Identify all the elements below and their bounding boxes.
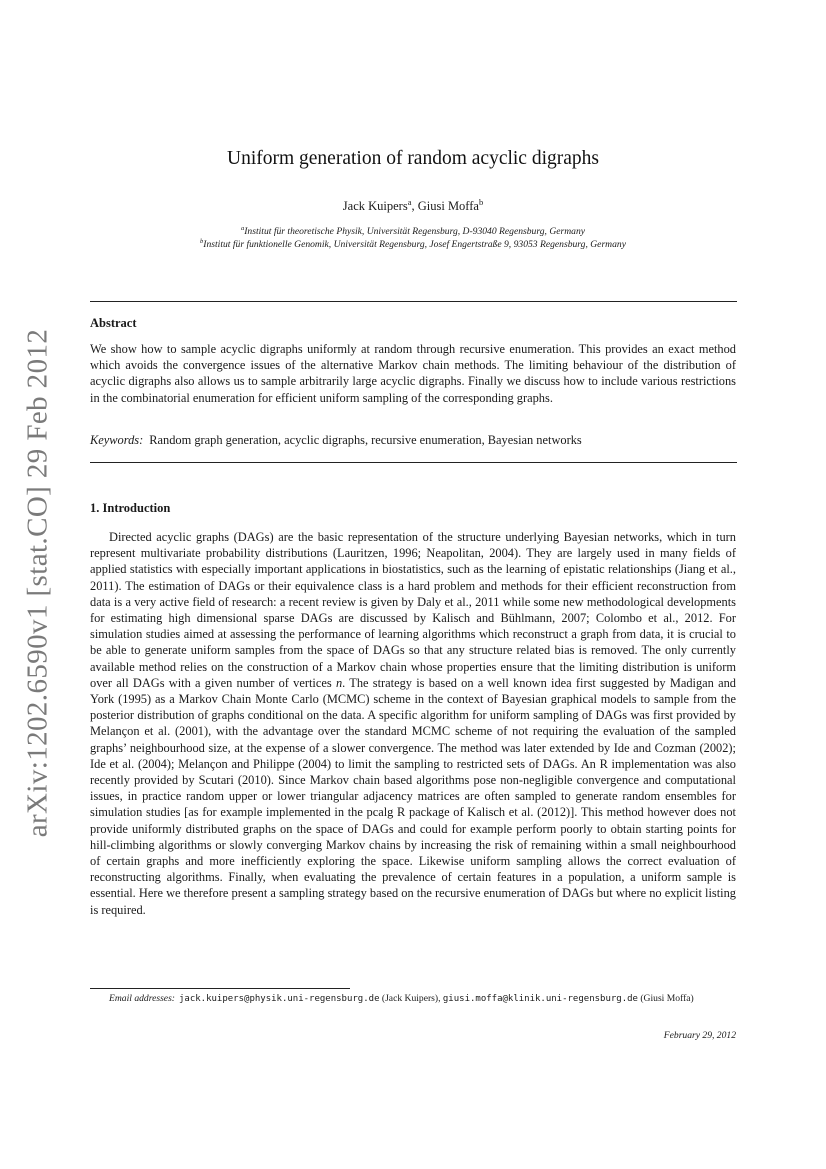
email-address-link[interactable]: jack.kuipers@physik.uni-regensburg.de (179, 994, 380, 1004)
footnote-label: Email addresses: (109, 993, 175, 1004)
paper-title: Uniform generation of random acyclic digraphs (227, 148, 599, 169)
keywords-text: Random graph generation, acyclic digraphs, recursive enumeration, Bayesian networks (149, 433, 582, 447)
math-variable: n (335, 675, 343, 690)
affiliation-mark: b (200, 237, 204, 245)
author-affiliation-mark: b (478, 196, 484, 207)
section-heading-introduction: 1. Introduction (90, 501, 171, 515)
author-affiliation-mark: a (407, 196, 412, 207)
intro-text-part: Directed acyclic graphs (DAGs) are the basic representation of the structure underlying Bayesian networks, which in turn represent multivariate probability distributions (Lauritzen, 1996; Neapolitan, 2004). They are largely used in many fields of applied statistics with especially important applications in biostatistics, such as the learning of epistatic relationships (Jiang et al., 2011). The estimation of DAGs or their equivalence class is a hard problem and methods for their efficient reconstruction from data is a very active field of research: a recent review is given by Daly et al., 2011 while some new methodological developments for estimating high dimensional sparse DAGs are discussed by Kalisch and Bühlmann, 2007; Colombo et al., 2012. For simulation studies aimed at assessing the performance of learning algorithms which reconstruct a graph from data, it is crucial to be able to generate uniform samples from the space of DAGs so that any structure related bias is removed. The only currently available method relies on the construction of a Markov chain whose properties ensure that the limiting distribution is uniform over all DAGs with a given number of vertices (90, 530, 736, 690)
abstract-text: We show how to sample acyclic digraphs uniformly at random through recursive enumeration. This provides an exact method which avoids the convergence issues of the alternative Markov chain methods. The limiting behaviour of the distribution of acyclic digraphs also allows us to sample arbitrarily large acyclic digraphs. Finally we discuss how to include various restrictions in the combinatorial enumeration for efficient uniform sampling of the corresponding graphs. (90, 342, 736, 405)
affiliations (90, 225, 736, 251)
intro-text-part: . The strategy is based on a well known idea first suggested by Madigan and York (1995) as a Markov Chain Monte Carlo (MCMC) scheme in the context of Bayesian graphical models to sample from the posterior distribution of graphs conditional on the data. A specific algorithm for uniform sampling of DAGs was first provided by Melançon et al. (2001), with the advantage over the standard MCMC scheme of not requiring the evaluation of the sampled graphs’ neighbourhood size, at the expense of a slower convergence. The method was later extended by Ide and Cozman (2002); Ide et al. (2004); Melançon and Philippe (2004) to limit the sampling to restricted sets of DAGs. An R implementation was also recently provided by Scutari (2010). Since Markov chain based algorithms pose non-negligible convergence and computational issues, in practice random upper or lower triangular adjacency matrices are often sampled to generate random ensembles for simulation studies [as for example implemented in the pcalg R package of Kalisch et al. (2012)]. This method however does not provide uniformly distributed graphs on the space of DAGs and could for example perform poorly to obtain starting points for hill-climbing algorithms or slowly converging Markov chains by increasing the risk of remaining within a small neighbourhood of certain graphs and more inefficiently exploring the space. Likewise uniform sampling allows the correct evaluation of reconstructing algorithms. Finally, when evaluating the prevalence of certain features in a population, a uniform sample is essential. Here we therefore present a sampling strategy based on the recursive enumeration of DAGs but where no explicit listing is required. (90, 675, 736, 917)
author-list (90, 196, 736, 214)
arxiv-watermark: arXiv:1202.6590v1 [stat.CO] 29 Feb 2012 (21, 328, 54, 838)
footnote-rule (90, 988, 350, 989)
author-name: Giusi Moffa (417, 199, 479, 213)
author-separator: , (411, 199, 418, 213)
affiliation-line (90, 225, 736, 238)
abstract-bottom-rule (90, 462, 737, 463)
affiliation-text: Institut für funktionelle Genomik, Universität Regensburg, Josef Engertstraße 9, 93053 Regensburg, Germany (203, 239, 626, 250)
affiliation-line (90, 238, 736, 251)
introduction-paragraph (90, 529, 736, 918)
keywords (90, 432, 736, 448)
abstract-heading: Abstract (90, 316, 137, 330)
footnote-email (90, 992, 736, 1006)
footnote-name: (Jack Kuipers), (379, 993, 443, 1004)
affiliation-text: Institut für theoretische Physik, Universität Regensburg, D-93040 Regensburg, Germany (244, 226, 586, 237)
keywords-label: Keywords: (90, 433, 144, 447)
email-address-link[interactable]: giusi.moffa@klinik.uni-regensburg.de (442, 994, 638, 1004)
footnote-name: (Giusi Moffa) (637, 993, 694, 1004)
preprint-date: February 29, 2012 (663, 1030, 736, 1041)
affiliation-mark: a (240, 224, 245, 232)
author-name: Jack Kuipers (342, 199, 408, 213)
abstract-top-rule (90, 301, 737, 302)
